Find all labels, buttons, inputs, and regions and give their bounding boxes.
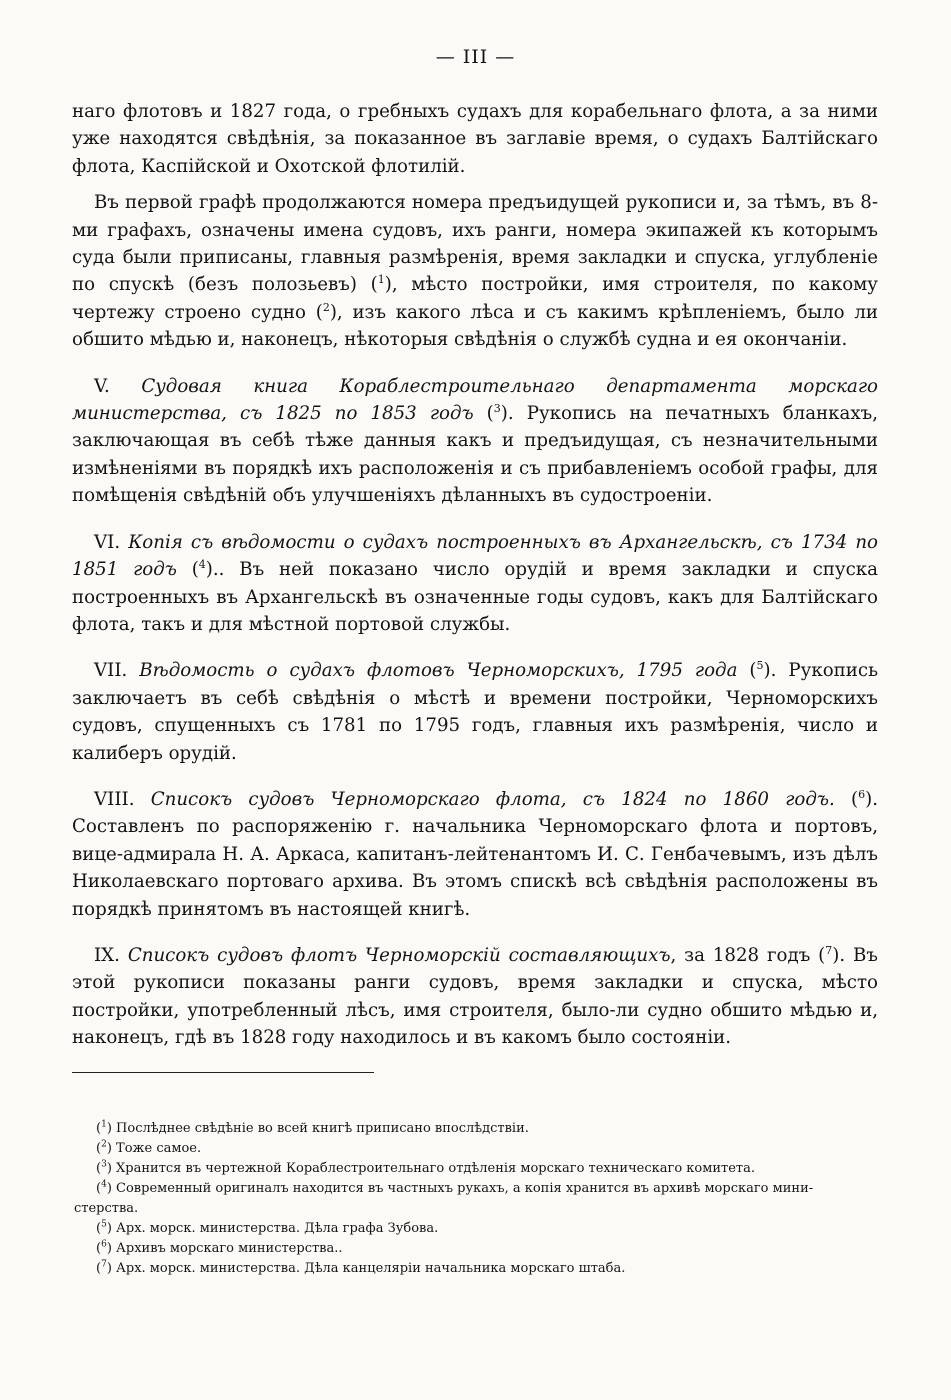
main-text [72,98,878,1052]
item-number: VI. [94,531,121,553]
item-title: Копія съ вѣдомости о судахъ построенныхъ въ Архангельскѣ, съ 1734 по 1851 годъ [72,531,878,581]
footnote-ref: 2 [322,300,330,314]
item-number: VII. [94,660,128,682]
item-title: Вѣдомость о судахъ флотовъ Черноморскихъ, 1795 года [139,660,738,682]
footnote: ($^1$) Послѣднее свѣдѣніе во всей книгѣ приписано впослѣдствіи. [96,1119,529,1136]
footnote-ref: 4 [198,558,206,572]
paragraph-columns: Въ первой графѣ продолжаются номера предъидущей рукописи и, за тѣмъ, въ 8-ми графахъ, означены имена судовъ, ихъ ранги, номера экипажей къ которымъ суда были приписаны, главныя размѣренія, время закладки и спуска, углубленіе по спускѣ (безъ полозьевъ) ($^1$), мѣсто постройки, имя строителя, по какому чертежу строено судно ($^2$), изъ какого лѣса и съ какимъ крѣпленіемъ, было ли обшито мѣдью и, наконецъ, нѣкоторыя свѣдѣнія о службѣ судна и ея окончаніи. [72,192,878,351]
paragraph-viii: VIII. Списокъ судовъ Черноморскаго флота, съ 1824 по 1860 годъ. ($^6$). Составленъ по распоряженію г. начальника Черноморскаго флота и портовъ, вице-адмирала Н. А. Аркаса, капитанъ-лейтенантомъ И. С. Генбачевымъ, изъ дѣлъ Николаевскаго портоваго архива. Въ этомъ спискѣ всѣ свѣдѣнія расположены въ порядкѣ принятомъ въ настоящей книгѣ. [72,787,878,920]
item-number: VIII. [94,788,135,810]
footnote-divider [72,1072,374,1073]
paragraph-vii: VII. Вѣдомость о судахъ флотовъ Черноморскихъ, 1795 года ($^5$). Рукопись заключаетъ въ себѣ свѣдѣнія о мѣстѣ и времени постройки, Черноморскихъ судовъ, спущенныхъ съ 1781 по 1795 годъ, главныя ихъ размѣренія, число и калиберъ орудій. [72,659,878,764]
footnote-continuation: стерства. [74,1201,139,1216]
page-number: — III — [435,46,516,68]
footnote: ($^7$) Арх. морск. министерства. Дѣла канцеляріи начальника морскаго штаба. [96,1259,626,1276]
footnotes [74,1119,876,1279]
footnote-ref: 5 [756,659,764,673]
item-number: IX. [94,944,120,966]
item-title: Списокъ судовъ Черноморскаго флота, съ 1824 по 1860 годъ. [150,788,835,810]
footnote-ref: 1 [377,273,385,287]
footnote: ($^4$) Современный оригиналъ находится въ частныхъ рукахъ, а копія хранится въ архивѣ морскаго мини- [96,1179,814,1196]
paragraph-continuation: наго флотовъ и 1827 года, о гребныхъ судахъ для корабельнаго флота, а за ними уже находятся свѣдѣнія, за показанное въ заглавіе время, о судахъ Балтійскаго флота, Каспійской и Охотской флотилій. [72,101,878,177]
paragraph-vi: VI. Копія съ вѣдомости о судахъ построенныхъ въ Архангельскѣ, съ 1734 по 1851 годъ ($^4$).. Въ ней показано число орудій и время закладки и спуска построенныхъ въ Архангельскѣ въ означенные годы судовъ, какъ для Балтійскаго флота, такъ и для мѣстной портовой службы. [72,531,878,635]
footnote: ($^2$) Тоже самое. [96,1139,202,1156]
footnote: ($^5$) Арх. морск. министерства. Дѣла графа Зубова. [96,1219,439,1236]
paragraph-ix: IX. Списокъ судовъ флотъ Черноморскій составляющихъ, за 1828 годъ ($^7$). Въ этой рукописи показаны ранги судовъ, время закладки и спуска, мѣсто постройки, употребленный лѣсъ, имя строителя, было-ли судно обшито мѣдью и, наконецъ, гдѣ въ 1828 году находилось и въ какомъ было состояніи. [72,943,878,1049]
footnote: ($^6$) Архивъ морскаго министерства.. [96,1239,343,1256]
footnote-ref: 7 [825,943,833,957]
item-number: V. [94,375,110,397]
item-title: Списокъ судовъ флотъ Черноморскій составляющихъ [127,944,671,966]
footnote-ref: 6 [858,787,866,801]
footnote-ref: 3 [493,402,501,415]
footnote: ($^3$) Хранится въ чертежной Кораблестроительнаго отдѣленія морскаго техническаго комитета. [96,1159,755,1176]
paragraph-v: V. Судовая книга Кораблестроительнаго департамента морскаго министерства, съ 1825 по 1853 годъ ($^3$). Рукопись на печатныхъ бланкахъ, заключающая въ себѣ тѣже данныя какъ и предъидущая, съ незначительными измѣненіями въ порядкѣ ихъ расположенія и съ прибавленіемъ особой графы, для помѣщенія свѣдѣній объ улучшеніяхъ дѣланныхъ въ судостроеніи. [72,375,878,507]
item-title: Судовая книга Кораблестроительнаго департамента морскаго министерства, съ 1825 по 1853 годъ [72,375,878,425]
